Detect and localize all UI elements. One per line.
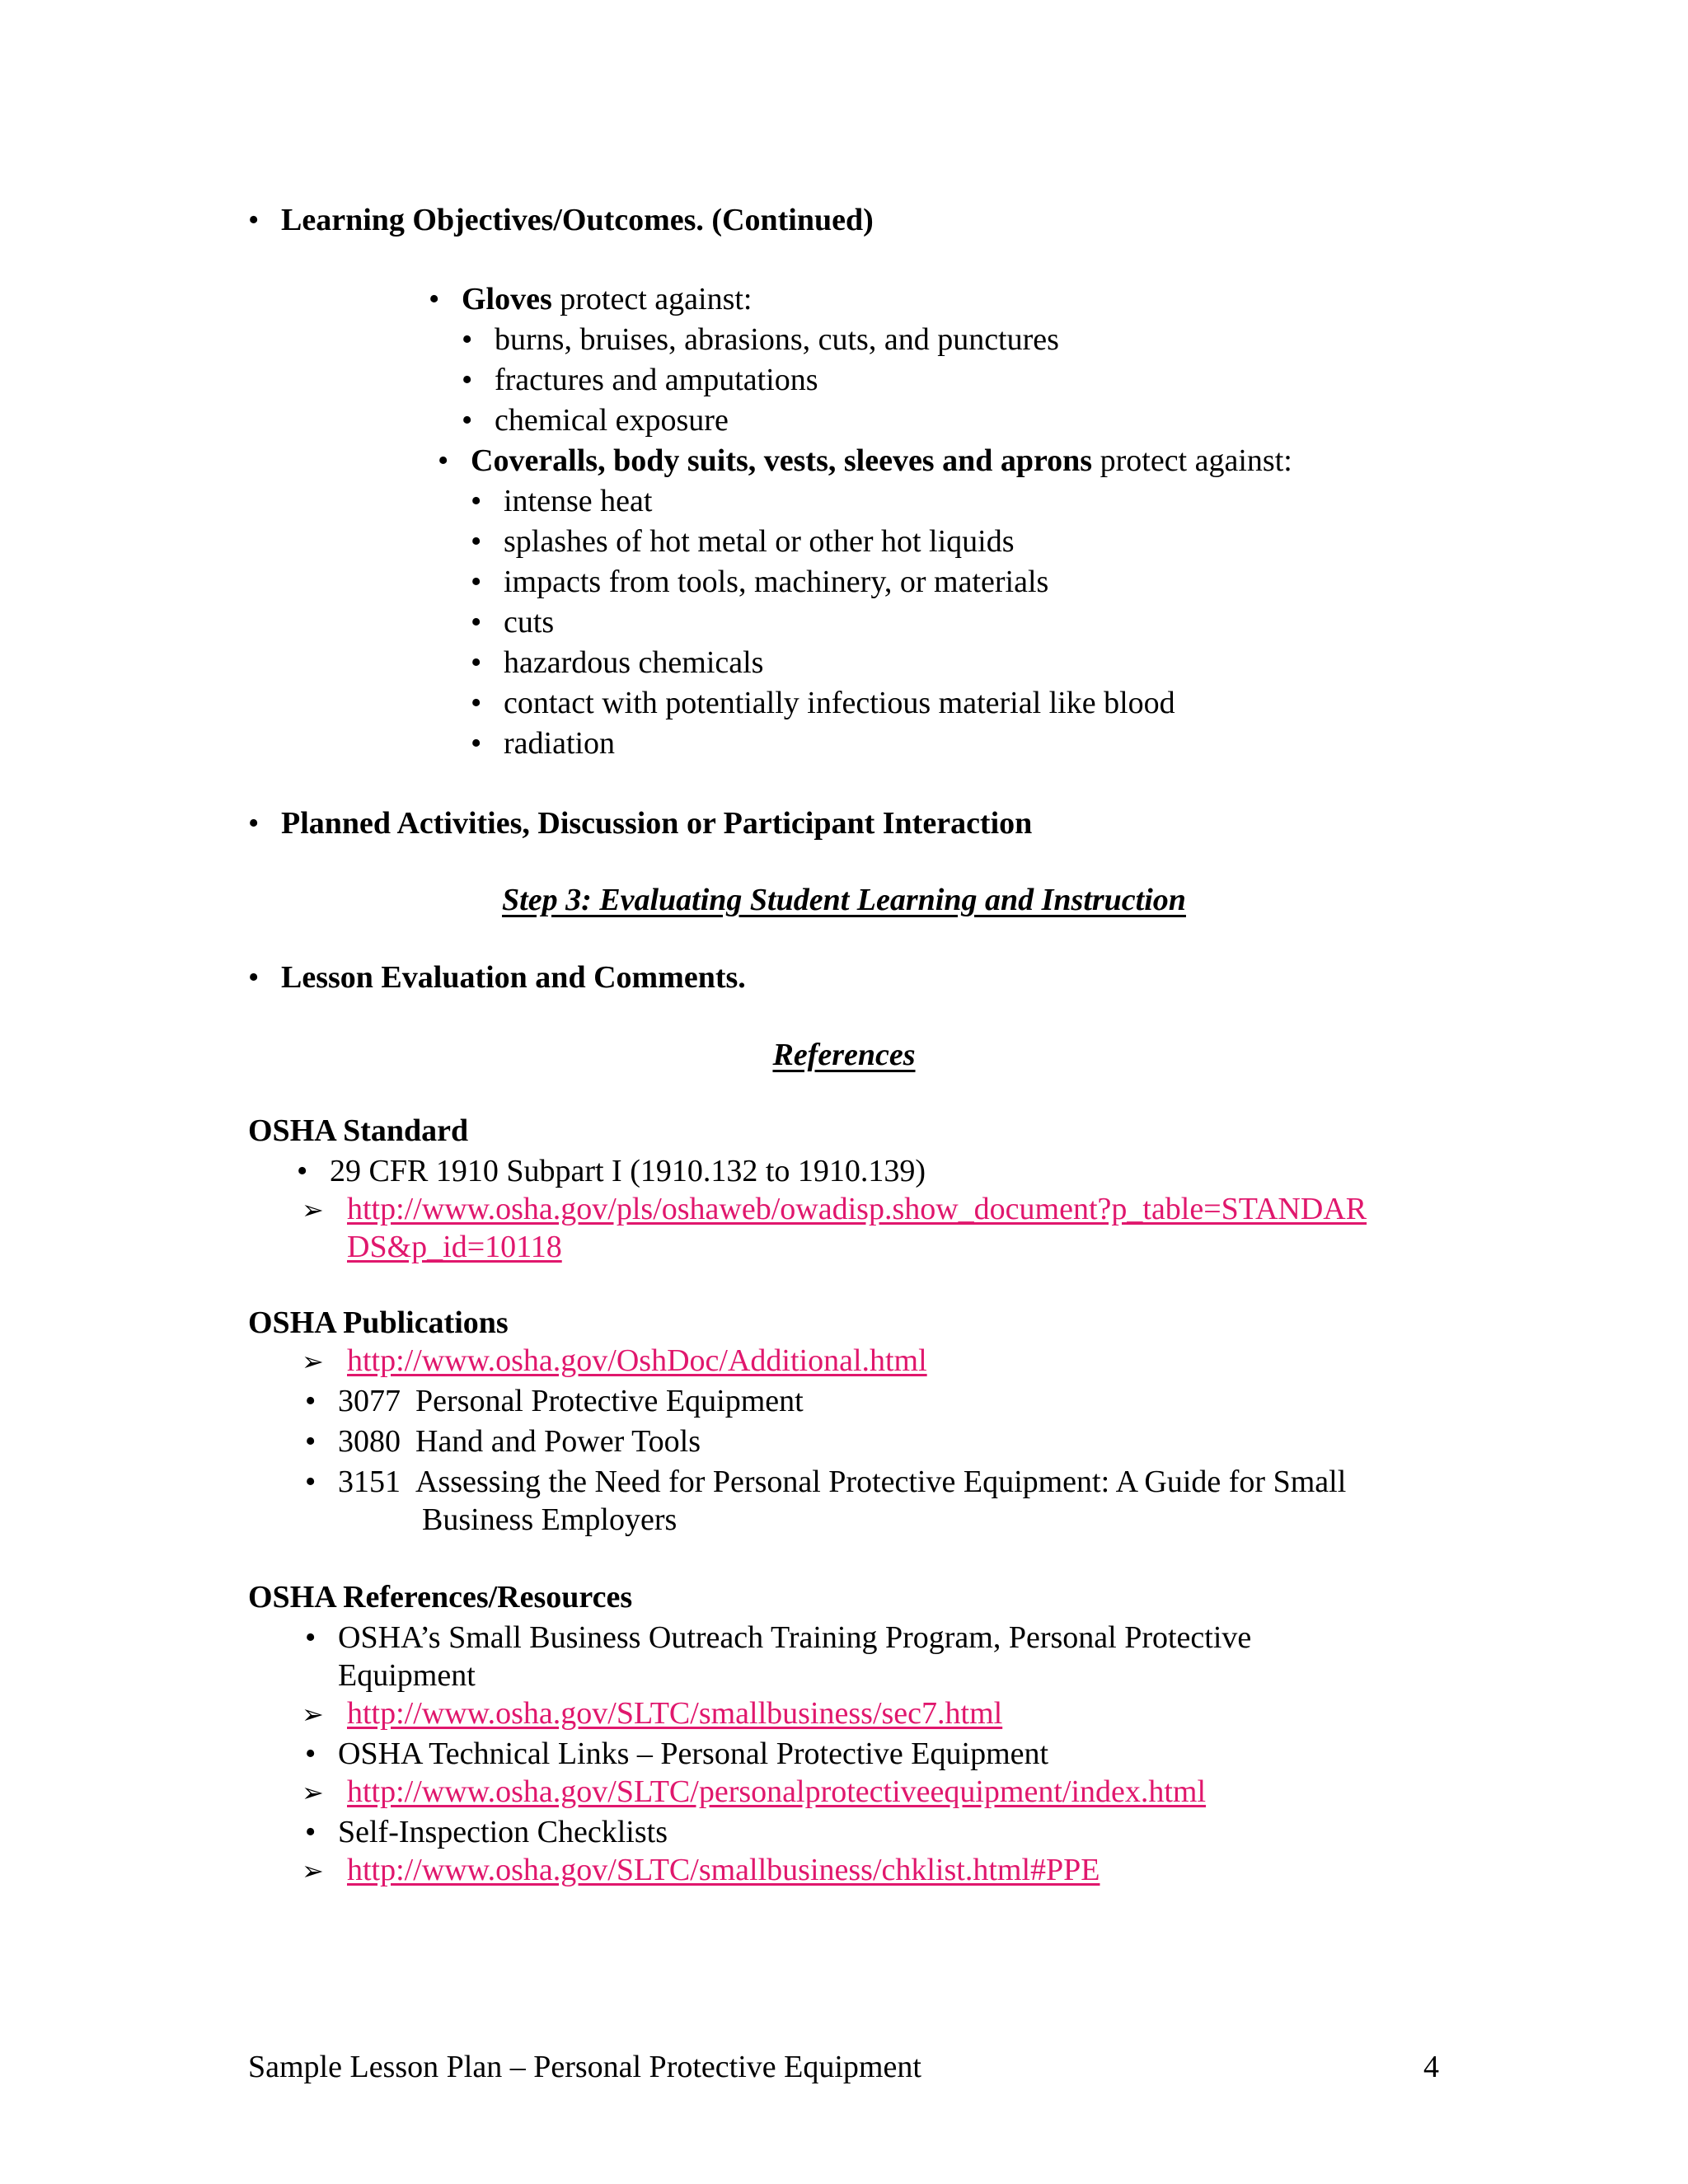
arrow-bullet-icon: ➢ [302, 1855, 324, 1886]
osha-publications-heading: OSHA Publications [248, 1305, 509, 1340]
list-item: •hazardous chemicals [471, 643, 763, 683]
bullet-icon [305, 1618, 338, 1658]
publication-item: •3080 Hand and Power Tools [305, 1422, 701, 1462]
standard-link-continued[interactable]: DS&p_id=10118 [347, 1230, 562, 1264]
link-item-continued [347, 1227, 562, 1268]
publications-link[interactable]: http://www.osha.gov/OshDoc/Additional.html [347, 1343, 927, 1378]
arrow-bullet-icon: ➢ [302, 1194, 324, 1226]
bullet-icon [462, 360, 495, 401]
link-item [302, 1189, 1367, 1230]
link-item [302, 1694, 1002, 1735]
list-item: •radiation [471, 724, 615, 764]
list-item: •cuts [471, 602, 554, 643]
resources-link-3[interactable]: http://www.osha.gov/SLTC/smallbusiness/chklist.html#PPE [347, 1853, 1100, 1887]
bullet-icon [471, 522, 504, 562]
references-title: References [772, 1038, 916, 1072]
bullet-icon [297, 1151, 330, 1192]
bullet-icon [248, 958, 281, 998]
bullet-icon [429, 279, 462, 320]
bullet-icon [462, 401, 495, 441]
bullet-icon [305, 1812, 338, 1853]
osha-standard-heading: OSHA Standard [248, 1113, 469, 1148]
page-number: 4 [1423, 2050, 1439, 2084]
list-item-continued: Equipment [338, 1658, 476, 1693]
footer-title: Sample Lesson Plan – Personal Protective Equipment [248, 2050, 921, 2084]
resources-link-2[interactable]: http://www.osha.gov/SLTC/personalprotectiveequipment/index.html [347, 1774, 1207, 1809]
list-item: •OSHA’s Small Business Outreach Training Program, Personal Protective [305, 1618, 1251, 1658]
link-item [302, 1341, 927, 1382]
list-item: •chemical exposure [462, 401, 729, 441]
list-item: •impacts from tools, machinery, or materials [471, 562, 1048, 602]
list-item: •burns, bruises, abrasions, cuts, and punctures [462, 320, 1059, 360]
step3-title: Step 3: Evaluating Student Learning and Instruction [502, 883, 1186, 917]
gloves-item: •Gloves protect against: [429, 279, 752, 320]
bullet-icon [248, 804, 281, 844]
list-item: •fractures and amputations [462, 360, 818, 401]
link-item [302, 1850, 1100, 1891]
arrow-bullet-icon: ➢ [302, 1777, 324, 1808]
osha-resources-heading: OSHA References/Resources [248, 1580, 633, 1615]
section-heading-learning-objectives: •Learning Objectives/Outcomes. (Continued) [248, 200, 874, 241]
list-item: •contact with potentially infectious material like blood [471, 683, 1175, 724]
resources-link-1[interactable]: http://www.osha.gov/SLTC/smallbusiness/sec7.html [347, 1696, 1003, 1731]
bullet-icon [248, 200, 281, 241]
link-item [302, 1772, 1206, 1813]
bullet-icon [471, 562, 504, 602]
arrow-bullet-icon: ➢ [302, 1699, 324, 1730]
bullet-icon [471, 724, 504, 764]
standard-link[interactable]: http://www.osha.gov/pls/oshaweb/owadisp.show_document?p_table=STANDAR [347, 1192, 1367, 1226]
list-item: •29 CFR 1910 Subpart I (1910.132 to 1910.139) [297, 1151, 926, 1192]
bullet-icon [462, 320, 495, 360]
bullet-icon [438, 441, 471, 481]
bullet-icon [305, 1734, 338, 1774]
list-item: •Self-Inspection Checklists [305, 1812, 668, 1853]
bullet-icon [471, 683, 504, 724]
section-heading-planned-activities: •Planned Activities, Discussion or Participant Interaction [248, 804, 1032, 844]
bullet-icon [305, 1381, 338, 1422]
section-heading-lesson-evaluation: •Lesson Evaluation and Comments. [248, 958, 746, 998]
arrow-bullet-icon: ➢ [302, 1346, 324, 1377]
coveralls-item: •Coveralls, body suits, vests, sleeves and aprons protect against: [438, 441, 1292, 481]
bullet-icon [305, 1462, 338, 1502]
bullet-icon [305, 1422, 338, 1462]
publication-item: •3077 Personal Protective Equipment [305, 1381, 804, 1422]
publication-item: •3151 Assessing the Need for Personal Protective Equipment: A Guide for Small [305, 1462, 1346, 1502]
bullet-icon [471, 643, 504, 683]
bullet-icon [471, 481, 504, 522]
list-item: •OSHA Technical Links – Personal Protective Equipment [305, 1734, 1048, 1774]
publication-item-continued: Business Employers [422, 1502, 678, 1537]
list-item: •splashes of hot metal or other hot liquids [471, 522, 1015, 562]
list-item: •intense heat [471, 481, 652, 522]
bullet-icon [471, 602, 504, 643]
